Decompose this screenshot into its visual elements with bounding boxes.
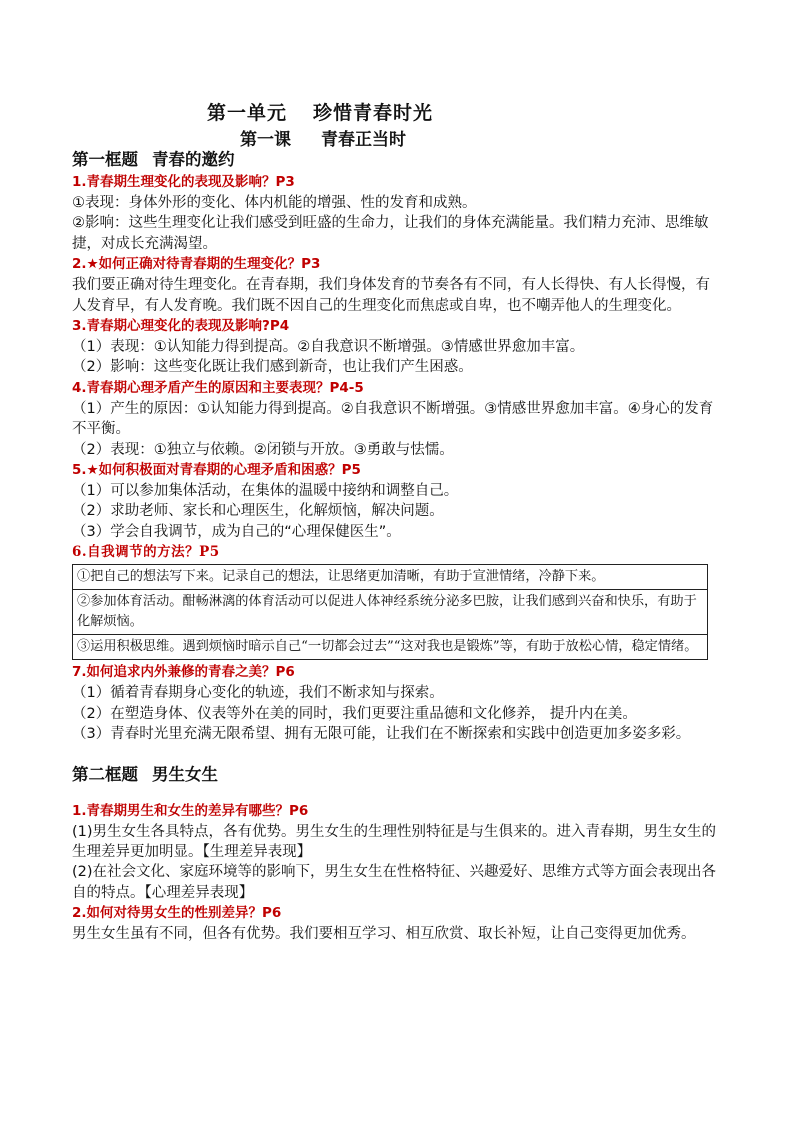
question-3-title: 3.青春期心理变化的表现及影响?P4 — [72, 318, 290, 335]
question-2-title: 2.★如何正确对待青春期的生理变化？P3 — [72, 256, 321, 273]
method-row: ②参加体育活动。酣畅淋漓的体育活动可以促进人体神经系统分泌多巴胺，让我们感到兴奋和快乐，有助于化解烦恼。 — [73, 590, 707, 635]
section-2-question-1-line: (2)在社会文化、家庭环境等的影响下，男生女生在性格特征、兴趣爱好、思维方式等方面会表现出各自的特点。【心理差异表现】 — [72, 864, 717, 901]
section-2-question-2-title: 2.如何对待男女生的性别差异？P6 — [72, 905, 282, 922]
section-2-question-2-line: 男生女生虽有不同，但各有优势。我们要相互学习、相互欣赏、取长补短，让自己变得更加优秀。 — [72, 926, 696, 943]
section-1-name: 青春的邀约 — [152, 150, 235, 169]
content-body — [72, 148, 722, 945]
section-2-question-1-title: 1.青春期男生和女生的差异有哪些？P6 — [72, 802, 309, 819]
section-2-name: 男生女生 — [152, 764, 218, 784]
section-2-label: 第二框题 — [72, 764, 138, 784]
method-row: ③运用积极思维。遇到烦恼时暗示自己“一切都会过去”“这对我也是锻炼”等，有助于放松心情，稳定情绪。 — [77, 639, 698, 655]
question-5-line: （2）求助老师、家长和心理医生，化解烦恼，解决问题。 — [72, 503, 444, 520]
question-7-line: （3）青春时光里充满无限希望、拥有无限可能，让我们在不断探索和实践中创造更加多姿多彩。 — [72, 726, 691, 743]
lesson-title — [240, 125, 406, 150]
question-3-line: （1）表现：①认知能力得到提高。②自我意识不断增强。③情感世界愈加丰富。 — [72, 339, 585, 356]
section-1-heading — [72, 148, 722, 172]
question-3-line: （2）影响：这些变化既让我们感到新奇，也让我们产生困惑。 — [72, 359, 473, 376]
self-regulation-methods-table — [72, 564, 708, 660]
section-2-heading — [72, 763, 722, 787]
question-7-title: 7.如何追求内外兼修的青春之美？P6 — [72, 664, 295, 681]
question-5-title: 5.★如何积极面对青春期的心理矛盾和困惑？P5 — [72, 462, 361, 479]
question-1-line: ①表现：身体外形的变化、体内机能的增强、性的发育和成熟。 — [72, 195, 477, 211]
question-4-title: 4.青春期心理矛盾产生的原因和主要表现？P4-5 — [72, 379, 364, 396]
question-4-line: （2）表现：①独立与依赖。②闭锁与开放。③勇敢与怯懦。 — [72, 441, 454, 458]
question-7-line: （2）在塑造身体、仪表等外在美的同时，我们更要注重品德和文化修养， 提升内在美。 — [72, 705, 637, 722]
question-1-line: ②影响：这些生理变化让我们感受到旺盛的生命力，让我们的身体充满能量。我们精力充沛、思维敏捷，对成长充满渴望。 — [72, 215, 709, 252]
section-1-label: 第一框题 — [72, 150, 138, 169]
unit-name: 珍惜青春时光 — [313, 102, 434, 124]
question-6-title: 6.自我调节的方法？P5 — [72, 544, 220, 561]
question-5-line: （3）学会自我调节，成为自己的“心理保健医生”。 — [72, 523, 401, 540]
lesson-name: 青春正当时 — [321, 130, 406, 150]
question-1-title: 1.青春期生理变化的表现及影响？P3 — [72, 174, 295, 190]
question-5-line: （1）可以参加集体活动，在集体的温暖中接纳和调整自己。 — [72, 483, 459, 500]
method-row: ①把自己的想法写下来。记录自己的想法，让思绪更加清晰，有助于宣泄情绪，冷静下来。 — [73, 565, 707, 590]
question-4-line: （1）产生的原因：①认知能力得到提高。②自我意识不断增强。③情感世界愈加丰富。④身心的发育不平衡。 — [72, 400, 714, 438]
section-2-question-1-line: (1)男生女生各具特点，各有优势。男生女生的生理性别特征是与生俱来的。进入青春期，男生女生的生理差异更加明显。【生理差异表现】 — [72, 823, 717, 860]
question-7-line: （1）循着青春期身心变化的轨迹，我们不断求知与探索。 — [72, 685, 444, 702]
lesson-label: 第一课 — [240, 130, 291, 150]
unit-title — [0, 98, 640, 125]
unit-label: 第一单元 — [206, 102, 287, 124]
question-2-line: 我们要正确对待生理变化。在青春期，我们身体发育的节奏各有不同，有人长得快、有人长得慢，有人发育早，有人发育晚。我们既不因自己的生理变化而焦虑或自卑，也不嘲弄他人的生理变化。 — [72, 277, 710, 314]
